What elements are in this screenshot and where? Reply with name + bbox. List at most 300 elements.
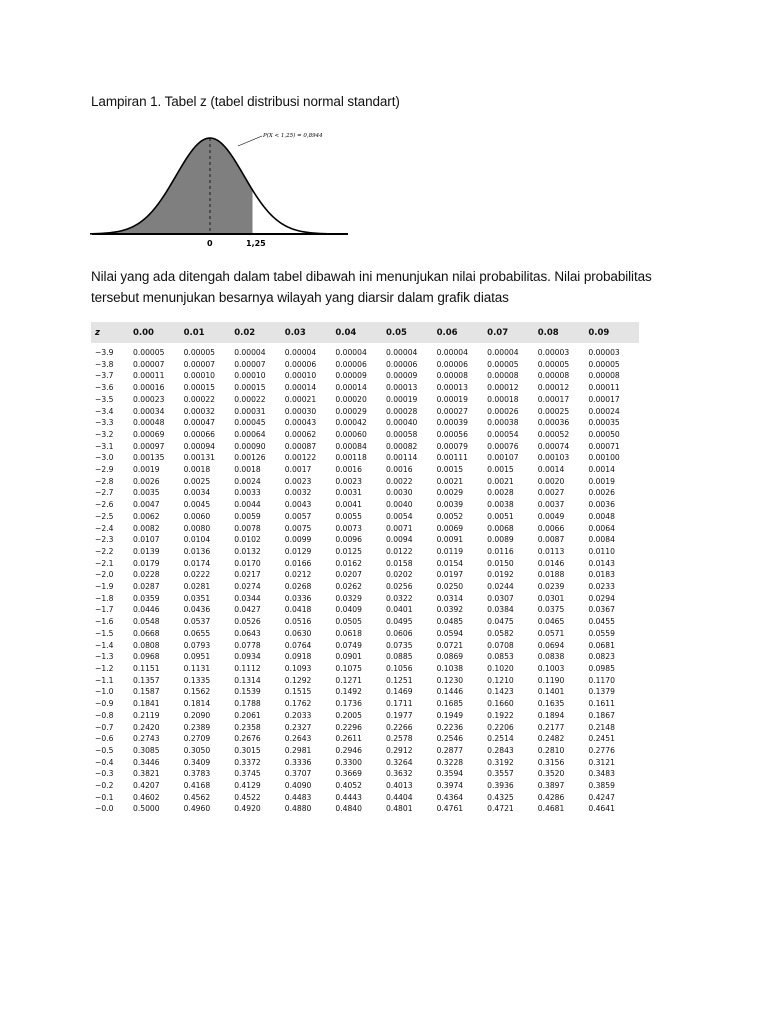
probability-cell: 0.0951 xyxy=(183,652,211,662)
probability-cell: 0.00013 xyxy=(436,383,468,393)
probability-cell: 0.0516 xyxy=(284,617,312,627)
probability-cell: 0.00012 xyxy=(537,383,570,393)
probability-cell: 0.2912 xyxy=(385,745,413,755)
probability-cell: 0.0212 xyxy=(284,570,312,580)
z-value-cell: −3.6 xyxy=(95,383,114,393)
probability-cell: 0.0027 xyxy=(537,488,565,498)
probability-cell: 0.0281 xyxy=(183,582,211,592)
probability-cell: 0.0559 xyxy=(588,628,615,638)
probability-cell: 0.0028 xyxy=(487,488,514,498)
table-row xyxy=(91,499,639,511)
probability-cell: 0.0207 xyxy=(335,570,362,580)
probability-cell: 0.00118 xyxy=(335,453,367,463)
probability-cell: 0.00011 xyxy=(588,383,620,393)
table-row xyxy=(91,722,639,734)
z-value-cell: −2.2 xyxy=(95,546,114,556)
probability-cell: 0.2546 xyxy=(436,734,464,744)
probability-cell: 0.1685 xyxy=(436,699,464,709)
probability-cell: 0.4721 xyxy=(487,804,514,814)
probability-cell: 0.0031 xyxy=(335,488,362,498)
probability-cell: 0.0104 xyxy=(183,535,211,545)
probability-cell: 0.00076 xyxy=(487,441,519,451)
probability-cell: 0.00040 xyxy=(385,418,418,428)
probability-cell: 0.0427 xyxy=(234,605,261,615)
probability-cell: 0.0062 xyxy=(133,511,160,521)
z-value-cell: −2.7 xyxy=(95,488,114,498)
probability-cell: 0.0139 xyxy=(133,546,160,556)
probability-cell: 0.0066 xyxy=(537,523,565,533)
probability-cell: 0.1020 xyxy=(487,663,514,673)
z-value-cell: −0.7 xyxy=(95,722,114,732)
probability-cell: 0.0094 xyxy=(385,535,413,545)
probability-cell: 0.0287 xyxy=(133,582,160,592)
probability-cell: 0.0069 xyxy=(436,523,464,533)
probability-cell: 0.00006 xyxy=(385,359,418,369)
probability-cell: 0.4761 xyxy=(436,804,464,814)
probability-cell: 0.0446 xyxy=(133,605,160,615)
table-row xyxy=(91,745,639,757)
probability-cell: 0.00114 xyxy=(385,453,418,463)
probability-cell: 0.00050 xyxy=(588,429,620,439)
table-body xyxy=(91,343,639,815)
page-heading: Lampiran 1. Tabel z (tabel distribusi normal standart) xyxy=(91,94,400,109)
probability-cell: 0.00021 xyxy=(284,394,317,404)
header-col: 0.06 xyxy=(437,322,488,343)
probability-cell: 0.1190 xyxy=(537,675,565,685)
probability-cell: 0.2482 xyxy=(537,734,565,744)
probability-cell: 0.1814 xyxy=(183,699,211,709)
probability-cell: 0.3446 xyxy=(133,757,160,767)
probability-cell: 0.3974 xyxy=(436,781,464,791)
probability-cell: 0.00019 xyxy=(385,394,418,404)
probability-cell: 0.0197 xyxy=(436,570,464,580)
probability-cell: 0.0082 xyxy=(133,523,160,533)
probability-cell: 0.0233 xyxy=(588,582,615,592)
probability-cell: 0.3520 xyxy=(537,769,565,779)
probability-cell: 0.3745 xyxy=(234,769,261,779)
probability-cell: 0.0918 xyxy=(284,652,312,662)
probability-cell: 0.0146 xyxy=(537,558,565,568)
probability-cell: 0.0968 xyxy=(133,652,160,662)
probability-cell: 0.4920 xyxy=(234,804,261,814)
probability-cell: 0.0934 xyxy=(234,652,261,662)
probability-cell: 0.1271 xyxy=(335,675,362,685)
probability-cell: 0.00062 xyxy=(284,429,317,439)
probability-cell: 0.00006 xyxy=(284,359,317,369)
probability-cell: 0.2090 xyxy=(183,710,211,720)
probability-cell: 0.0091 xyxy=(436,535,464,545)
probability-cell: 0.00008 xyxy=(487,371,519,381)
probability-cell: 0.00005 xyxy=(537,359,570,369)
normal-curve-svg xyxy=(90,122,350,252)
probability-cell: 0.2236 xyxy=(436,722,464,732)
probability-cell: 0.0023 xyxy=(335,476,362,486)
explanation-paragraph xyxy=(91,266,691,308)
probability-cell: 0.1446 xyxy=(436,687,464,697)
probability-cell: 0.0384 xyxy=(487,605,514,615)
probability-cell: 0.0322 xyxy=(385,593,413,603)
probability-cell: 0.00006 xyxy=(335,359,367,369)
table-row xyxy=(91,417,639,429)
table-row xyxy=(91,757,639,769)
z-value-cell: −1.7 xyxy=(95,605,114,615)
probability-cell: 0.0485 xyxy=(436,617,464,627)
probability-cell: 0.4286 xyxy=(537,792,565,802)
probability-cell: 0.0192 xyxy=(487,570,514,580)
probability-cell: 0.00126 xyxy=(234,453,266,463)
probability-cell: 0.2946 xyxy=(335,745,362,755)
probability-cell: 0.0030 xyxy=(385,488,413,498)
probability-cell: 0.1003 xyxy=(537,663,565,673)
z-value-cell: −3.7 xyxy=(95,371,114,381)
probability-cell: 0.0054 xyxy=(385,511,413,521)
probability-cell: 0.4052 xyxy=(335,781,362,791)
probability-cell: 0.0307 xyxy=(487,593,514,603)
probability-cell: 0.1056 xyxy=(385,663,413,673)
annotation-leader-line xyxy=(238,136,262,146)
probability-cell: 0.1423 xyxy=(487,687,514,697)
table-row xyxy=(91,640,639,652)
probability-cell: 0.1210 xyxy=(487,675,514,685)
probability-annotation: P(X < 1,25) = 0,8944 xyxy=(263,133,323,139)
probability-cell: 0.2776 xyxy=(588,745,615,755)
z-value-cell: −0.0 xyxy=(95,804,114,814)
probability-cell: 0.0034 xyxy=(183,488,211,498)
z-value-cell: −2.5 xyxy=(95,511,114,521)
probability-cell: 0.00014 xyxy=(335,383,367,393)
header-col: 0.04 xyxy=(335,322,386,343)
probability-cell: 0.0250 xyxy=(436,582,464,592)
probability-cell: 0.0039 xyxy=(436,500,464,510)
probability-cell: 0.0885 xyxy=(385,652,413,662)
probability-cell: 0.3897 xyxy=(537,781,565,791)
probability-cell: 0.3192 xyxy=(487,757,514,767)
probability-cell: 0.00107 xyxy=(487,453,519,463)
probability-cell: 0.1762 xyxy=(284,699,312,709)
probability-cell: 0.2810 xyxy=(537,745,565,755)
probability-cell: 0.1611 xyxy=(588,699,615,709)
probability-cell: 0.1515 xyxy=(284,687,312,697)
table-row xyxy=(91,733,639,745)
probability-cell: 0.0075 xyxy=(284,523,312,533)
probability-cell: 0.0102 xyxy=(234,535,261,545)
probability-cell: 0.0375 xyxy=(537,605,565,615)
probability-cell: 0.00003 xyxy=(537,348,570,357)
z-value-cell: −2.0 xyxy=(95,570,114,580)
probability-cell: 0.0125 xyxy=(335,546,362,556)
probability-cell: 0.0202 xyxy=(385,570,413,580)
probability-cell: 0.1131 xyxy=(183,663,211,673)
probability-cell: 0.2296 xyxy=(335,722,362,732)
z-value-cell: −2.1 xyxy=(95,558,114,568)
probability-cell: 0.0505 xyxy=(335,617,362,627)
probability-cell: 0.00005 xyxy=(588,359,620,369)
probability-cell: 0.2358 xyxy=(234,722,261,732)
probability-cell: 0.1251 xyxy=(385,675,413,685)
probability-cell: 0.00052 xyxy=(537,429,570,439)
probability-cell: 0.00022 xyxy=(183,394,215,404)
probability-cell: 0.0060 xyxy=(183,511,211,521)
probability-cell: 0.3156 xyxy=(537,757,565,767)
probability-cell: 0.0038 xyxy=(487,500,514,510)
probability-cell: 0.0537 xyxy=(183,617,211,627)
probability-cell: 0.00017 xyxy=(537,394,570,404)
probability-cell: 0.0018 xyxy=(234,465,261,475)
probability-cell: 0.00087 xyxy=(284,441,317,451)
probability-cell: 0.00082 xyxy=(385,441,418,451)
probability-cell: 0.1894 xyxy=(537,710,565,720)
probability-cell: 0.0045 xyxy=(183,500,211,510)
probability-cell: 0.0044 xyxy=(234,500,261,510)
header-col: 0.02 xyxy=(234,322,285,343)
probability-cell: 0.3228 xyxy=(436,757,464,767)
probability-cell: 0.4247 xyxy=(588,792,615,802)
probability-cell: 0.00048 xyxy=(133,418,165,428)
probability-cell: 0.0239 xyxy=(537,582,565,592)
probability-cell: 0.0073 xyxy=(335,523,362,533)
probability-cell: 0.0089 xyxy=(487,535,514,545)
z-value-cell: −3.8 xyxy=(95,359,114,369)
probability-cell: 0.00004 xyxy=(487,348,519,357)
probability-cell: 0.0735 xyxy=(385,640,413,650)
table-row xyxy=(91,359,639,371)
probability-cell: 0.1788 xyxy=(234,699,261,709)
probability-cell: 0.0051 xyxy=(487,511,514,521)
probability-cell: 0.00005 xyxy=(183,348,215,357)
probability-cell: 0.0040 xyxy=(385,500,413,510)
probability-cell: 0.2266 xyxy=(385,722,413,732)
probability-cell: 0.0495 xyxy=(385,617,413,627)
probability-cell: 0.00045 xyxy=(234,418,266,428)
probability-cell: 0.00103 xyxy=(537,453,570,463)
probability-cell: 0.1660 xyxy=(487,699,514,709)
z-value-cell: −3.3 xyxy=(95,418,114,428)
probability-cell: 0.0749 xyxy=(335,640,362,650)
probability-cell: 0.0032 xyxy=(284,488,312,498)
probability-cell: 0.4681 xyxy=(537,804,565,814)
probability-cell: 0.2709 xyxy=(183,734,211,744)
probability-cell: 0.0571 xyxy=(537,628,565,638)
header-col: 0.08 xyxy=(538,322,589,343)
probability-cell: 0.0244 xyxy=(487,582,514,592)
probability-cell: 0.0401 xyxy=(385,605,413,615)
probability-cell: 0.00054 xyxy=(487,429,519,439)
probability-cell: 0.1357 xyxy=(133,675,160,685)
probability-cell: 0.0084 xyxy=(588,535,615,545)
probability-cell: 0.3936 xyxy=(487,781,514,791)
probability-cell: 0.3300 xyxy=(335,757,362,767)
probability-cell: 0.0113 xyxy=(537,546,565,556)
z-value-cell: −1.8 xyxy=(95,593,114,603)
probability-cell: 0.0064 xyxy=(588,523,615,533)
probability-cell: 0.0217 xyxy=(234,570,261,580)
table-row xyxy=(91,464,639,476)
probability-cell: 0.00005 xyxy=(487,359,519,369)
probability-cell: 0.0078 xyxy=(234,523,261,533)
probability-cell: 0.0475 xyxy=(487,617,514,627)
probability-cell: 0.3085 xyxy=(133,745,160,755)
probability-cell: 0.4207 xyxy=(133,781,160,791)
probability-cell: 0.1170 xyxy=(588,675,615,685)
probability-cell: 0.0367 xyxy=(588,605,615,615)
z-value-cell: −2.9 xyxy=(95,465,114,475)
z-value-cell: −0.3 xyxy=(95,769,114,779)
probability-cell: 0.1335 xyxy=(183,675,211,685)
probability-cell: 0.3557 xyxy=(487,769,514,779)
probability-cell: 0.0096 xyxy=(335,535,362,545)
header-col: 0.09 xyxy=(588,322,639,343)
probability-cell: 0.0022 xyxy=(385,476,413,486)
z-value-cell: −3.1 xyxy=(95,441,114,451)
table-row xyxy=(91,546,639,558)
probability-cell: 0.00004 xyxy=(234,348,266,357)
probability-cell: 0.0059 xyxy=(234,511,261,521)
z-value-cell: −3.4 xyxy=(95,406,114,416)
probability-cell: 0.00007 xyxy=(133,359,165,369)
probability-cell: 0.3783 xyxy=(183,769,211,779)
probability-cell: 0.0015 xyxy=(487,465,514,475)
paragraph-line-2: tersebut menunjukan besarnya wilayah yang diarsir dalam grafik diatas xyxy=(91,290,509,305)
probability-cell: 0.0041 xyxy=(335,500,362,510)
probability-cell: 0.3483 xyxy=(588,769,615,779)
probability-cell: 0.00025 xyxy=(537,406,570,416)
z-value-cell: −0.4 xyxy=(95,757,114,767)
probability-cell: 0.1112 xyxy=(234,663,261,673)
header-col: 0.07 xyxy=(487,322,538,343)
probability-cell: 0.3015 xyxy=(234,745,261,755)
table-row xyxy=(91,476,639,488)
probability-cell: 0.2981 xyxy=(284,745,312,755)
probability-cell: 0.0099 xyxy=(284,535,312,545)
probability-cell: 0.0618 xyxy=(335,628,362,638)
probability-cell: 0.00005 xyxy=(133,348,165,357)
probability-cell: 0.0016 xyxy=(335,465,362,475)
probability-cell: 0.0188 xyxy=(537,570,565,580)
table-row xyxy=(91,710,639,722)
probability-cell: 0.0436 xyxy=(183,605,211,615)
probability-cell: 0.2578 xyxy=(385,734,413,744)
probability-cell: 0.0037 xyxy=(537,500,565,510)
probability-cell: 0.00035 xyxy=(588,418,620,428)
z-value-cell: −1.5 xyxy=(95,628,114,638)
table-row xyxy=(91,523,639,535)
table-row xyxy=(91,651,639,663)
probability-cell: 0.4840 xyxy=(335,804,362,814)
probability-cell: 0.0526 xyxy=(234,617,261,627)
probability-cell: 0.0025 xyxy=(183,476,211,486)
probability-cell: 0.0021 xyxy=(487,476,514,486)
probability-cell: 0.00027 xyxy=(436,406,468,416)
probability-cell: 0.0057 xyxy=(284,511,312,521)
table-row xyxy=(91,569,639,581)
z-value-cell: −3.9 xyxy=(95,348,114,357)
probability-cell: 0.00100 xyxy=(588,453,620,463)
probability-cell: 0.0116 xyxy=(487,546,514,556)
probability-cell: 0.00034 xyxy=(133,406,165,416)
probability-cell: 0.0985 xyxy=(588,663,615,673)
z-value-cell: −2.4 xyxy=(95,523,114,533)
table-row xyxy=(91,593,639,605)
probability-cell: 0.00012 xyxy=(487,383,519,393)
probability-cell: 0.1841 xyxy=(133,699,160,709)
table-row xyxy=(91,628,639,640)
probability-cell: 0.4483 xyxy=(284,792,312,802)
probability-cell: 0.00036 xyxy=(537,418,570,428)
table-row xyxy=(91,394,639,406)
probability-cell: 0.00026 xyxy=(487,406,519,416)
probability-cell: 0.3264 xyxy=(385,757,413,767)
probability-cell: 0.0808 xyxy=(133,640,160,650)
probability-cell: 0.1038 xyxy=(436,663,464,673)
probability-cell: 0.1736 xyxy=(335,699,362,709)
probability-cell: 0.3050 xyxy=(183,745,211,755)
probability-cell: 0.1379 xyxy=(588,687,615,697)
z-value-cell: −1.6 xyxy=(95,617,114,627)
probability-cell: 0.00056 xyxy=(436,429,468,439)
probability-cell: 0.00016 xyxy=(133,383,165,393)
probability-cell: 0.00019 xyxy=(436,394,468,404)
probability-cell: 0.0351 xyxy=(183,593,211,603)
probability-cell: 0.0048 xyxy=(588,511,615,521)
z-value-cell: −1.1 xyxy=(95,675,114,685)
probability-cell: 0.3669 xyxy=(335,769,362,779)
table-row xyxy=(91,441,639,453)
probability-cell: 0.00020 xyxy=(335,394,367,404)
probability-cell: 0.4562 xyxy=(183,792,211,802)
table-row xyxy=(91,452,639,464)
probability-cell: 0.0222 xyxy=(183,570,211,580)
probability-cell: 0.0162 xyxy=(335,558,362,568)
probability-cell: 0.1492 xyxy=(335,687,362,697)
probability-cell: 0.0256 xyxy=(385,582,413,592)
probability-cell: 0.0020 xyxy=(537,476,565,486)
table-row xyxy=(91,780,639,792)
probability-cell: 0.0018 xyxy=(183,465,211,475)
probability-cell: 0.4364 xyxy=(436,792,464,802)
probability-cell: 0.0183 xyxy=(588,570,615,580)
probability-cell: 0.0014 xyxy=(588,465,615,475)
probability-cell: 0.00047 xyxy=(183,418,215,428)
probability-cell: 0.4168 xyxy=(183,781,211,791)
probability-cell: 0.0630 xyxy=(284,628,312,638)
probability-cell: 0.0019 xyxy=(588,476,615,486)
probability-cell: 0.0154 xyxy=(436,558,464,568)
probability-cell: 0.4325 xyxy=(487,792,514,802)
probability-cell: 0.1093 xyxy=(284,663,312,673)
probability-cell: 0.0071 xyxy=(385,523,413,533)
probability-cell: 0.00004 xyxy=(385,348,418,357)
probability-cell: 0.0294 xyxy=(588,593,615,603)
probability-cell: 0.0823 xyxy=(588,652,615,662)
probability-cell: 0.00006 xyxy=(436,359,468,369)
probability-cell: 0.00066 xyxy=(183,429,215,439)
z-value-cell: −3.2 xyxy=(95,429,114,439)
probability-cell: 0.2327 xyxy=(284,722,312,732)
probability-cell: 0.00008 xyxy=(537,371,570,381)
probability-cell: 0.00032 xyxy=(183,406,215,416)
probability-cell: 0.4960 xyxy=(183,804,211,814)
z-value-cell: −1.9 xyxy=(95,582,114,592)
probability-cell: 0.0329 xyxy=(335,593,362,603)
probability-cell: 0.0026 xyxy=(588,488,615,498)
z-value-cell: −0.6 xyxy=(95,734,114,744)
probability-cell: 0.2005 xyxy=(335,710,362,720)
probability-cell: 0.1230 xyxy=(436,675,464,685)
probability-cell: 0.4013 xyxy=(385,781,413,791)
z-value-cell: −3.0 xyxy=(95,453,114,463)
probability-cell: 0.00011 xyxy=(133,371,165,381)
probability-cell: 0.0694 xyxy=(537,640,565,650)
